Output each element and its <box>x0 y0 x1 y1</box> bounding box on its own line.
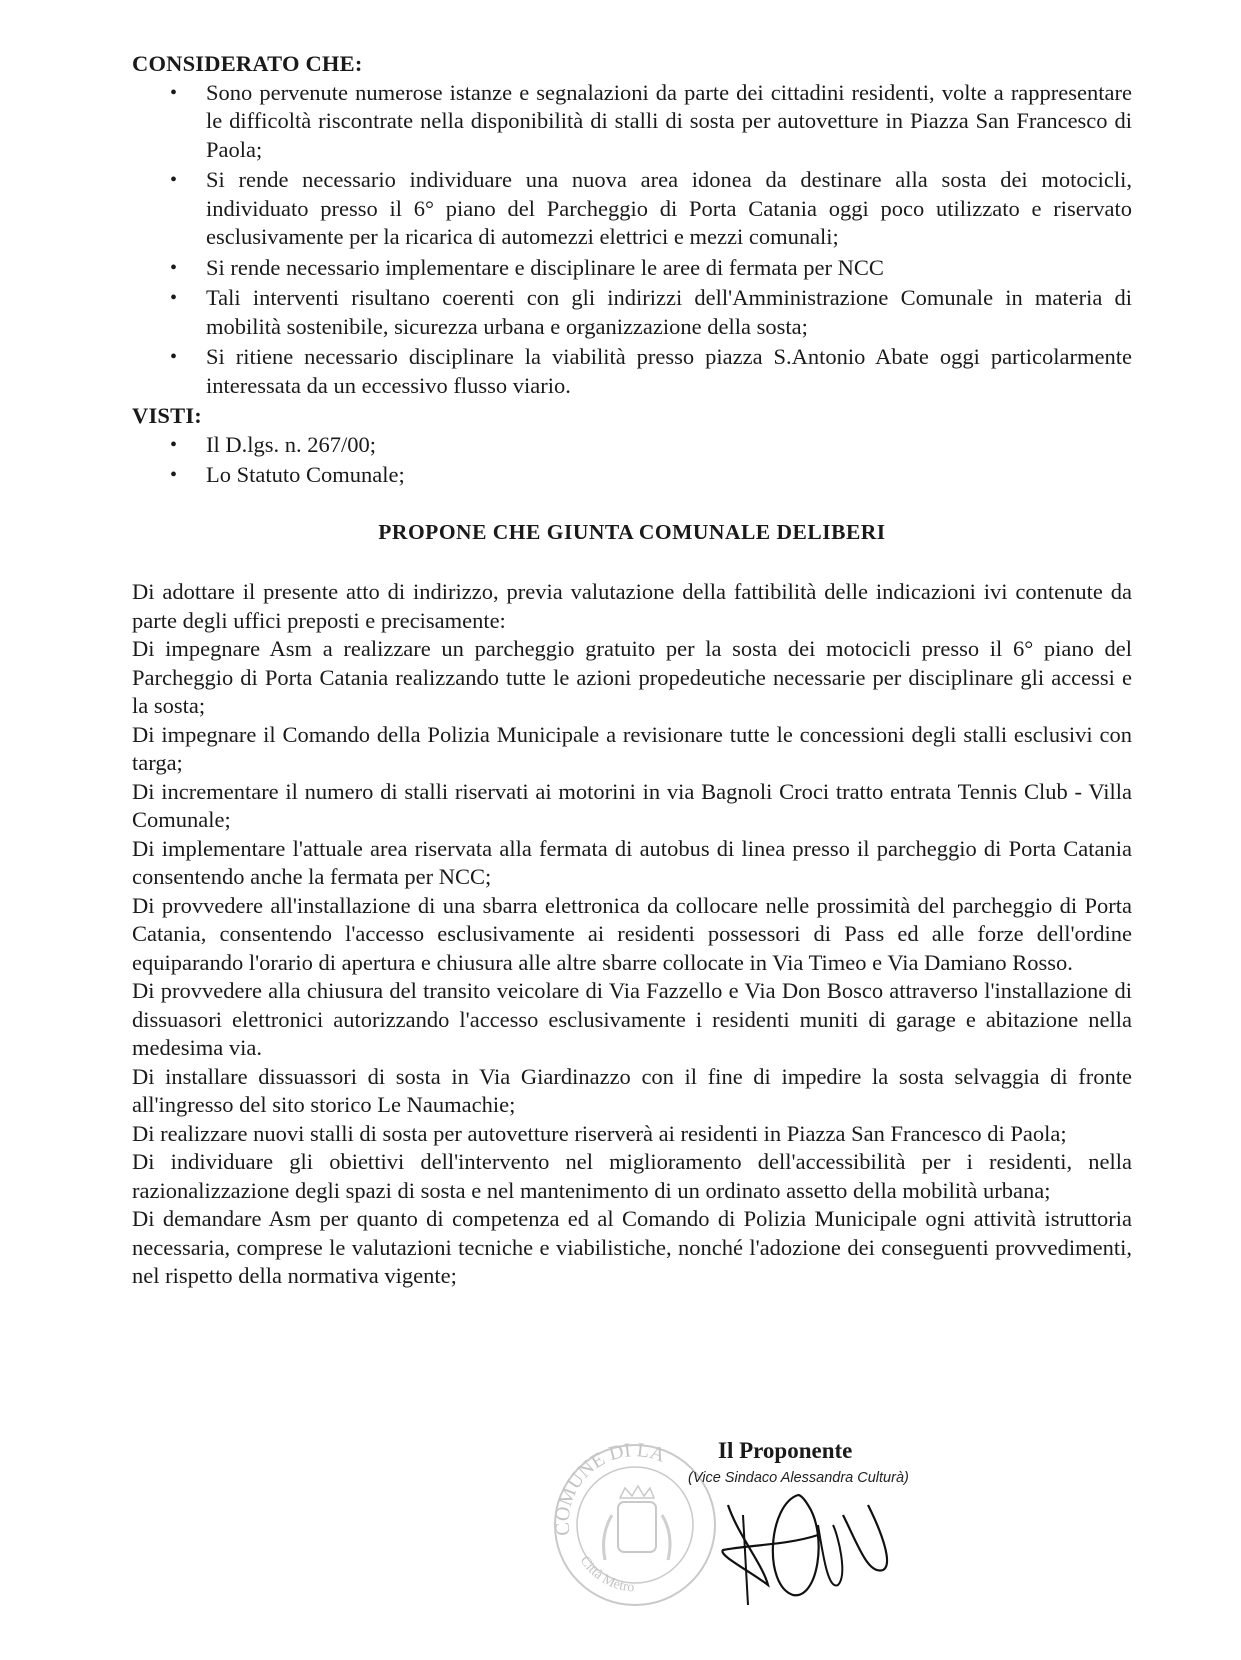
document-body <box>132 50 1132 1291</box>
paragraph: Di impegnare Asm a realizzare un parcheggio gratuito per la sosta dei motocicli presso il 6° piano del Parcheggio di Porta Catania realizzando tutte le azioni propedeutiche necessarie per disciplinare gli accessi e la sosta; <box>132 636 1132 718</box>
list-item-text: Si rende necessario individuare una nuova area idonea da destinare alla sosta dei motocicli, individuato presso il 6° piano del Parcheggio di Porta Catania oggi poco utilizzato e riservato esclusivamente per la ricarica di automezzi elettrici e mezzi comunali; <box>206 167 1132 249</box>
bullet-icon: • <box>170 346 178 368</box>
paragraph: Di implementare l'attuale area riservata alla fermata di autobus di linea presso il parcheggio di Porta Catania consentendo anche la fermata per NCC; <box>132 835 1132 889</box>
paragraph: Di provvedere all'installazione di una sbarra elettronica da collocare nelle prossimità del parcheggio di Porta Catania, consentendo l'accesso esclusivamente ai residenti possessori di Pass ed alle forze dell'ordine equiparando l'orario di apertura e chiusura alle altre sbarre collocate in Via Timeo e Via Damiano Rosso. <box>132 892 1132 975</box>
stamp-text-bottom: Città Metro <box>576 1553 635 1596</box>
bullet-icon: • <box>170 169 178 191</box>
list-item-text: Il D.lgs. n. 267/00; <box>206 431 377 457</box>
list-item <box>170 461 1132 490</box>
visti-list <box>132 431 1132 490</box>
signature-subtitle: (Vice Sindaco Alessandra Culturà) <box>688 1470 909 1486</box>
list-item <box>170 166 1132 252</box>
paragraph: Di demandare Asm per quanto di competenza ed al Comando di Polizia Municipale ogni attività istruttoria necessaria, comprese le valutazioni tecniche e viabilistiche, nonché l'adozione dei conseguenti provvedimenti, nel rispetto della normativa vigente; <box>132 1206 1132 1288</box>
paragraph: Di impegnare il Comando della Polizia Municipale a revisionare tutte le concessioni degli stalli esclusivi con targa; <box>132 721 1132 775</box>
signature-title: Il Proponente <box>718 1438 853 1463</box>
stamp-text-top: COMUNE DI LA <box>551 1440 668 1537</box>
bullet-icon: • <box>170 81 178 104</box>
bullet-icon: • <box>170 287 178 309</box>
handwritten-signature-icon <box>708 1475 908 1615</box>
section-title: PROPONE CHE GIUNTA COMUNALE DELIBERI <box>378 519 886 544</box>
list-item <box>170 284 1132 341</box>
list-item <box>170 343 1132 400</box>
paragraph: Di realizzare nuovi stalli di sosta per autovetture riserverà ai residenti in Piazza San Francesco di Paola; <box>132 1120 1067 1146</box>
paragraph: Di adottare il presente atto di indirizzo, previa valutazione della fattibilità delle indicazioni ivi contenute da parte degli uffici preposti e precisamente: <box>132 579 1132 633</box>
list-item-text: Si ritiene necessario disciplinare la viabilità presso piazza S.Antonio Abate oggi particolarmente interessata da un eccessivo flusso viario. <box>206 344 1132 398</box>
considerato-list <box>132 79 1132 401</box>
paragraph: Di incrementare il numero di stalli riservati ai motorini in via Bagnoli Croci tratto entrata Tennis Club - Villa Comunale; <box>132 778 1132 832</box>
svg-text:Città Metro <box>577 1554 635 1596</box>
list-item <box>170 79 1132 165</box>
considerato-heading: CONSIDERATO CHE: <box>132 51 363 76</box>
bullet-icon: • <box>170 433 178 456</box>
list-item-text: Sono pervenute numerose istanze e segnalazioni da parte dei cittadini residenti, volte a rappresentare le difficoltà riscontrate nella disponibilità di stalli di sosta per autovetture in Piazza San Francesco di Paola; <box>206 79 1132 162</box>
bullet-icon: • <box>170 256 178 279</box>
paragraph: Di installare dissuassori di sosta in Via Giardinazzo con il fine di impedire la sosta selvaggia di fronte all'ingresso del sito storico Le Naumachie; <box>132 1063 1132 1117</box>
paragraph: Di individuare gli obiettivi dell'intervento nel miglioramento dell'accessibilità per i residenti, nella razionalizzazione degli spazi di sosta e nel mantenimento di un ordinato assetto della mobilità urbana; <box>132 1149 1132 1203</box>
municipal-stamp-icon <box>550 1440 720 1610</box>
signature-block <box>551 1420 980 1620</box>
list-item-text: Tali interventi risultano coerenti con gli indirizzi dell'Amministrazione Comunale in materia di mobilità sostenibile, sicurezza urbana e organizzazione della sosta; <box>206 285 1132 339</box>
list-item <box>170 431 1132 460</box>
list-item <box>170 254 1132 283</box>
paragraph: Di provvedere alla chiusura del transito veicolare di Via Fazzello e Via Don Bosco attraverso l'installazione di dissuasori elettronici autorizzando l'accesso esclusivamente i residenti muniti di garage e abitazione nella medesima via. <box>132 978 1132 1060</box>
bullet-icon: • <box>170 464 178 486</box>
list-item-text: Si rende necessario implementare e disciplinare le aree di fermata per NCC <box>206 254 884 280</box>
list-item-text: Lo Statuto Comunale; <box>206 462 405 487</box>
visti-heading: VISTI: <box>132 403 202 428</box>
